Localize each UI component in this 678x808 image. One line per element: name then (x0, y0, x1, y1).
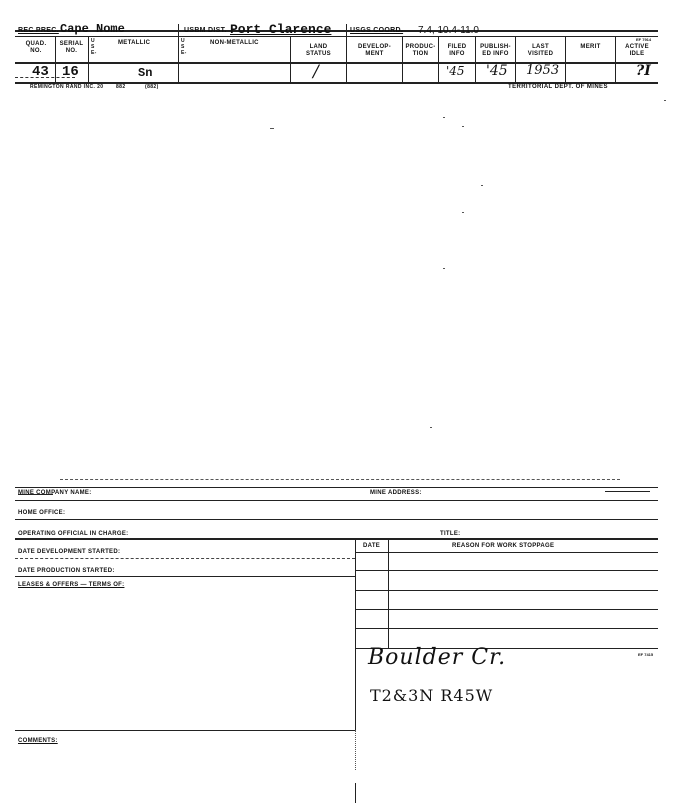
record-land-status: / (313, 62, 319, 82)
date-col-divider (388, 538, 389, 648)
col-use-metallic: U S E- (91, 38, 97, 56)
speck (462, 126, 464, 127)
col-active-idle: ACTIVE IDLE (625, 44, 649, 57)
speck (443, 117, 445, 118)
col-divider (615, 36, 616, 82)
mine-address-label: MINE ADDRESS: (370, 490, 422, 496)
record-filed-info: '45 (446, 64, 465, 78)
col-merit: MERIT (580, 44, 601, 50)
col-quad-no: QUAD. NO. (25, 41, 47, 54)
col-published-info: PUBLISH- ED INFO (480, 44, 511, 57)
printer-code: 882 (116, 84, 126, 90)
lower-rule-4 (15, 558, 355, 559)
header-rule-3 (15, 62, 658, 64)
date-column-header: DATE (363, 543, 381, 549)
col-divider (438, 36, 439, 82)
record-published-info: '45 (486, 63, 508, 79)
comments-label: COMMENTS: (18, 738, 58, 744)
leases-offers-label: LEASES & OFFERS — TERMS OF: (18, 582, 125, 588)
col-divider (88, 36, 89, 82)
record-last-visited: 1953 (526, 63, 560, 78)
record-quad: 43 (32, 64, 49, 80)
usgs-coord-label: USGS COORD. (350, 27, 404, 34)
usbm-dist-value: Port Clarence (230, 22, 332, 37)
handwritten-township-range: T2&3N R45W (370, 686, 494, 705)
col-divider (475, 36, 476, 82)
col-divider (178, 24, 179, 82)
speck (664, 100, 666, 101)
lower-rule-1 (15, 500, 658, 501)
usbm-dist-label: USBM DIST. (184, 27, 227, 34)
right-rule-4 (355, 609, 658, 610)
speck (270, 128, 274, 129)
speck (481, 185, 483, 186)
lower-rule-tick (605, 491, 650, 492)
col-divider (565, 36, 566, 82)
lower-top-dashed (60, 479, 620, 480)
handwritten-location: Boulder Cr. (368, 645, 507, 670)
col-divider (290, 36, 291, 82)
speck (462, 212, 464, 213)
lower-rule-6 (15, 730, 355, 731)
col-production: PRODUC- TION (405, 44, 436, 57)
form-number-bottom: EF 7415 (638, 652, 654, 657)
col-filed-info: FILED INFO (447, 44, 467, 57)
lower-rule-3 (15, 538, 658, 540)
main-vertical-divider-tail (355, 783, 356, 803)
title-label: TITLE: (440, 531, 461, 537)
col-divider (402, 36, 403, 82)
lower-rule-5 (15, 576, 355, 577)
home-office-label: HOME OFFICE: (18, 510, 66, 516)
rec-prec-label: REC PREC. (18, 27, 59, 34)
col-serial-no: SERIAL NO. (59, 41, 84, 54)
col-land-status: LAND STATUS (306, 44, 331, 57)
col-last-visited: LAST VISITED (527, 44, 554, 57)
right-rule-5 (355, 628, 658, 629)
operating-official-label: OPERATING OFFICIAL IN CHARGE: (18, 531, 129, 537)
right-rule-2 (355, 570, 658, 571)
rec-prec-value: Cape Nome (60, 22, 125, 36)
mine-company-name-label: MINE COMPANY NAME: (18, 490, 92, 496)
record-underline (15, 77, 75, 78)
main-vertical-divider-faint (355, 730, 356, 770)
record-active-idle: ?I (636, 63, 651, 79)
right-rule-3 (355, 590, 658, 591)
lower-rule-0 (15, 487, 658, 488)
speck (443, 268, 445, 269)
form-number-top: EF 7914 (636, 37, 652, 42)
date-development-started-label: DATE DEVELOPMENT STARTED: (18, 549, 121, 555)
strike-line (18, 494, 53, 495)
header-rule-2 (15, 36, 658, 37)
right-rule-1 (355, 552, 658, 553)
usgs-coord-value: 7.4, 10.4-11.0 (418, 25, 479, 36)
dept-imprint: TERRITORIAL DEPT. OF MINES (508, 84, 608, 90)
col-non-metallic: NON-METALLIC (210, 40, 259, 46)
col-use-nonmetallic: U S E- (181, 38, 187, 56)
main-vertical-divider (355, 538, 356, 730)
col-metallic: METALLIC (118, 40, 151, 46)
record-serial: 16 (62, 64, 79, 80)
printer-imprint: REMINGTON RAND INC. 20 (30, 84, 104, 90)
printer-code-2: (882) (145, 84, 159, 90)
date-production-started-label: DATE PRODUCTION STARTED: (18, 568, 115, 574)
lower-rule-2 (15, 519, 658, 520)
record-metallic: Sn (138, 66, 153, 80)
reason-column-header: REASON FOR WORK STOPPAGE (452, 543, 555, 549)
col-divider (515, 36, 516, 82)
speck (430, 427, 432, 428)
col-development: DEVELOP- MENT (357, 44, 392, 57)
